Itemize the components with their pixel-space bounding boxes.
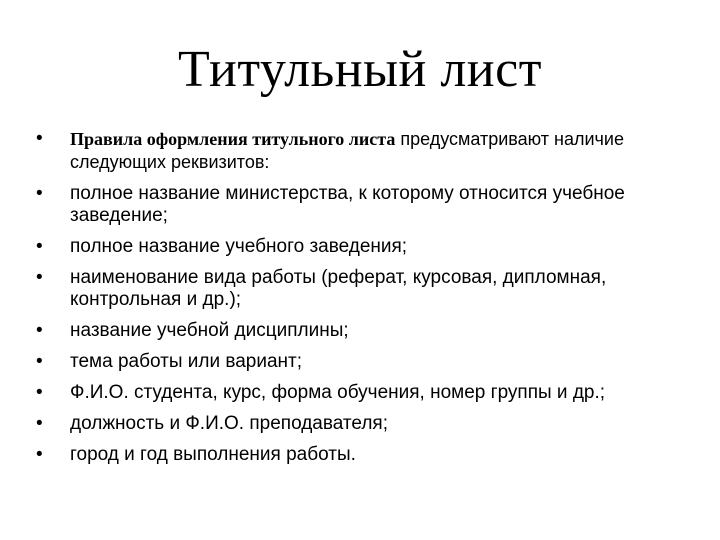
list-item-text: должность и Ф.И.О. преподавателя;: [70, 413, 388, 434]
bullet-icon: •: [36, 413, 43, 434]
list-item: [36, 267, 686, 311]
list-item-text: Ф.И.О. студента, курс, форма обучения, номер группы и др.;: [70, 382, 606, 403]
list-item-text: название учебной дисциплины;: [70, 320, 349, 341]
list-item: [36, 320, 686, 342]
bullet-icon: •: [36, 267, 43, 288]
list-item-text: тема работы или вариант;: [70, 351, 303, 372]
bullet-icon: •: [36, 382, 43, 403]
list-item-text: город и год выполнения работы.: [70, 444, 356, 465]
list-item-text: наименование вида работы (реферат, курсовая, дипломная, контрольная и др.);: [70, 267, 607, 310]
bullet-icon: •: [36, 444, 43, 465]
bullet-icon: •: [36, 183, 43, 204]
bullet-icon: •: [36, 236, 43, 257]
intro-text: предусматривают наличие следующих реквизитов:: [70, 129, 624, 172]
list-item: [36, 236, 686, 258]
list-item: [36, 382, 686, 404]
list-item: [36, 351, 686, 373]
intro-bold-text: Правила оформления титульного листа: [70, 129, 396, 149]
bullet-icon: •: [36, 351, 43, 372]
slide-title: Титульный лист: [178, 41, 542, 98]
bullet-list: [36, 128, 686, 475]
list-item: [36, 183, 686, 227]
list-item: [36, 444, 686, 466]
list-item: [36, 413, 686, 435]
list-item-text: полное название учебного заведения;: [70, 236, 408, 257]
list-item-intro: [36, 128, 686, 174]
bullet-icon: •: [36, 320, 43, 341]
bullet-icon: •: [36, 128, 43, 149]
list-item-text: полное название министерства, к которому относится учебное заведение;: [70, 183, 625, 226]
